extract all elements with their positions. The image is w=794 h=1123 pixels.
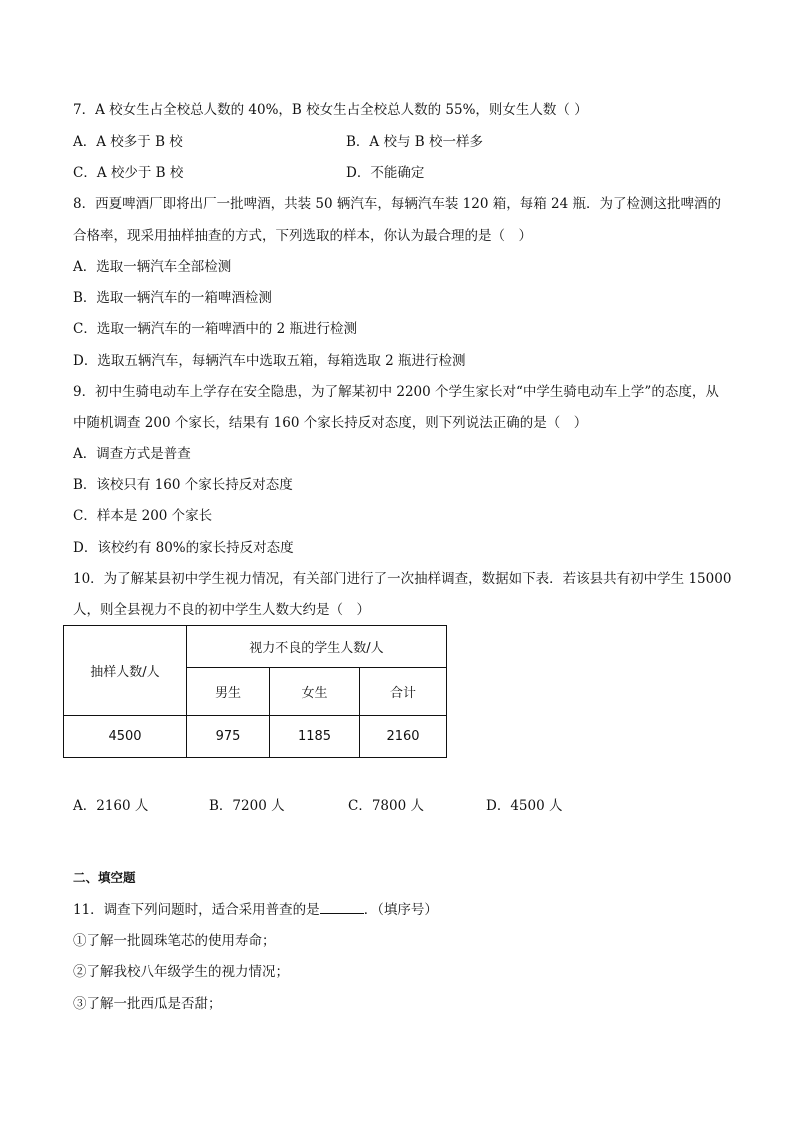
table-cell-total: 2160 bbox=[360, 716, 447, 758]
q10-stem-line1: 10．为了解某县初中学生视力情况，有关部门进行了一次抽样调查，数据如下表．若该县共有初中学生 15000 bbox=[73, 571, 732, 587]
q9-option-b: B．该校只有 160 个家长持反对态度 bbox=[73, 477, 293, 493]
q11-item-2: ②了解我校八年级学生的视力情况； bbox=[73, 964, 289, 980]
table-cell-sample: 4500 bbox=[64, 716, 187, 758]
table-header-girls: 女生 bbox=[270, 668, 360, 716]
q7-option-d: D．不能确定 bbox=[346, 165, 425, 181]
q10-option-a: A．2160 人 bbox=[73, 798, 149, 814]
q10-stem-line2: 人，则全县视力不良的初中学生人数大约是（ ） bbox=[73, 602, 370, 618]
q9-option-a: A．调查方式是普查 bbox=[73, 446, 191, 462]
q11-item-1: ①了解一批圆珠笔芯的使用寿命； bbox=[73, 933, 276, 949]
table-header-sample: 抽样人数/人 bbox=[64, 626, 187, 716]
q11-item-3: ③了解一批西瓜是否甜； bbox=[73, 996, 222, 1012]
q7-option-b: B．A 校与 B 校一样多 bbox=[346, 134, 483, 150]
q9-stem-line2: 中随机调查 200 个家长，结果有 160 个家长持反对态度，则下列说法正确的是（ ） bbox=[73, 415, 588, 431]
q8-stem-line2: 合格率，现采用抽样抽查的方式，下列选取的样本，你认为最合理的是（ ） bbox=[73, 228, 532, 244]
q8-option-b: B．选取一辆汽车的一箱啤酒检测 bbox=[73, 290, 272, 306]
section-heading: 二、填空题 bbox=[73, 870, 136, 885]
q10-option-c: C．7800 人 bbox=[348, 798, 424, 814]
table-header-boys: 男生 bbox=[187, 668, 270, 716]
q10-option-d: D．4500 人 bbox=[486, 798, 563, 814]
q10-option-b: B．7200 人 bbox=[209, 798, 285, 814]
table-cell-boys: 975 bbox=[187, 716, 270, 758]
q10-options bbox=[73, 794, 593, 814]
q7-stem: 7．A 校女生占全校总人数的 40%，B 校女生占全校总人数的 55%，则女生人数（ ） bbox=[73, 102, 588, 118]
table-cell-girls: 1185 bbox=[270, 716, 360, 758]
q9-stem-line1: 9．初中生骑电动车上学存在安全隐患，为了解某初中 2200 个学生家长对“中学生骑电动车上学”的态度，从 bbox=[73, 384, 719, 400]
table-header-total: 合计 bbox=[360, 668, 447, 716]
q9-option-d: D．该校约有 80%的家长持反对态度 bbox=[73, 540, 294, 556]
q8-stem-line1: 8．西夏啤酒厂即将出厂一批啤酒，共装 50 辆汽车，每辆汽车装 120 箱，每箱 24 瓶．为了检测这批啤酒的 bbox=[73, 196, 721, 212]
q9-option-c: C．样本是 200 个家长 bbox=[73, 508, 213, 524]
vision-survey-table bbox=[63, 625, 447, 758]
q8-option-c: C．选取一辆汽车的一箱啤酒中的 2 瓶进行检测 bbox=[73, 321, 358, 337]
table-header-poor-vision: 视力不良的学生人数/人 bbox=[187, 626, 447, 668]
q8-option-a: A．选取一辆汽车全部检测 bbox=[73, 259, 232, 275]
q11-answer-blank bbox=[320, 900, 364, 914]
q8-option-d: D．选取五辆汽车，每辆汽车中选取五箱，每箱选取 2 瓶进行检测 bbox=[73, 353, 466, 369]
q7-option-c: C．A 校少于 B 校 bbox=[73, 165, 184, 181]
q11-stem bbox=[73, 900, 438, 919]
q11-stem-post: ．（填序号） bbox=[363, 902, 438, 918]
q7-option-a: A．A 校多于 B 校 bbox=[73, 134, 183, 150]
q11-stem-pre: 11．调查下列问题时，适合采用普查的是 bbox=[73, 902, 320, 918]
